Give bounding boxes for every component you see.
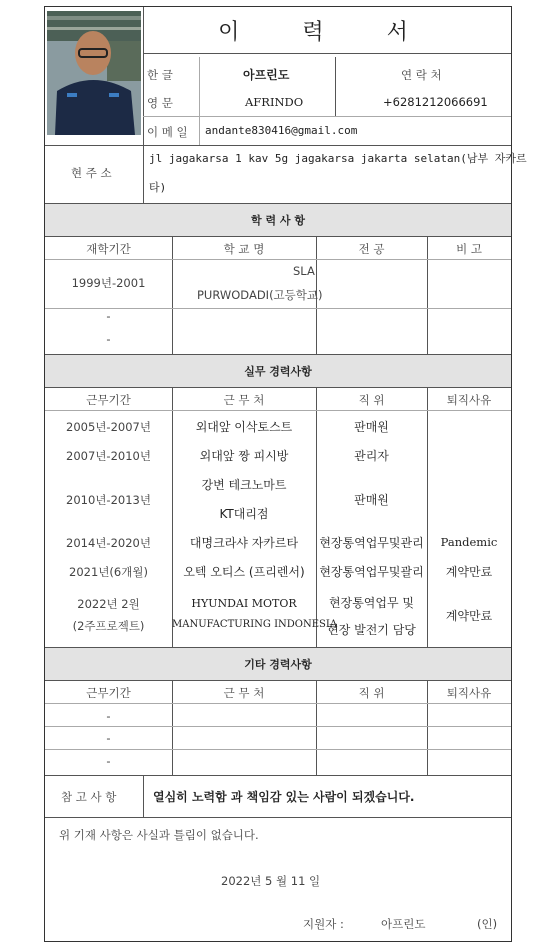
notes-label: 참 고 사 항 bbox=[61, 790, 117, 804]
edu-row-school-line2: PURWODADI(고등학교) bbox=[197, 288, 323, 302]
other-section-title: 기타 경력사항 bbox=[244, 658, 312, 671]
other-header-period: 근무기간 bbox=[86, 686, 131, 700]
exp-row-position: 관리자 bbox=[354, 449, 389, 463]
other-header-position: 직 위 bbox=[358, 686, 385, 700]
exp-row-period: 2010년-2013년 bbox=[66, 493, 151, 507]
resume-page bbox=[44, 6, 527, 942]
address-label: 현 주 소 bbox=[71, 166, 112, 180]
exp-row-place: 외대앞 이삭토스트 bbox=[195, 420, 293, 434]
edu-header-note: 비 고 bbox=[456, 242, 482, 256]
applicant-label: 지원자 : bbox=[303, 917, 344, 931]
exp-header-place: 근 무 처 bbox=[223, 393, 265, 407]
name-ko-value: 아프린도 bbox=[243, 68, 290, 82]
seal-mark: (인) bbox=[477, 917, 498, 931]
email-label: 이 메 일 bbox=[147, 125, 188, 139]
other-row-period: - bbox=[106, 731, 111, 745]
person-photo-image bbox=[47, 11, 141, 135]
exp-row-period: 2005년-2007년 bbox=[66, 420, 151, 434]
address-line-2: 타) bbox=[149, 181, 167, 194]
exp-row-period: 2014년-2020년 bbox=[66, 536, 151, 550]
exp-row-reason: 계약만료 bbox=[445, 565, 493, 579]
exp-row-place: 대명크라샤 자카르타 bbox=[189, 536, 299, 550]
exp-row-position-line1: 현장통역업무 및 bbox=[329, 596, 414, 610]
exp-row-period-line1: 2022년 2원 bbox=[77, 597, 140, 611]
exp-row-period-line2: (2주프로젝트) bbox=[72, 619, 145, 633]
exp-row-place: 오텍 오티스 (프리렌서) bbox=[183, 565, 305, 579]
edu-row-period: 1999년-2001 bbox=[71, 276, 146, 290]
contact-label: 연 락 처 bbox=[401, 68, 442, 82]
exp-row-period: 2007년-2010년 bbox=[66, 449, 151, 463]
other-row-period: - bbox=[106, 754, 111, 768]
exp-row-place: 외대앞 짱 피시방 bbox=[199, 449, 289, 463]
exp-header-period: 근무기간 bbox=[86, 393, 131, 407]
exp-row-place-line1: 강변 테크노마트 bbox=[201, 478, 287, 492]
exp-header-position: 직 위 bbox=[358, 393, 385, 407]
exp-row-place-line2: KT대리점 bbox=[219, 507, 269, 521]
edu-header-school: 학 교 명 bbox=[223, 242, 265, 256]
other-row-period: - bbox=[106, 709, 111, 723]
exp-row-place-line1: HYUNDAI MOTOR bbox=[191, 597, 297, 610]
notes-text: 열심히 노력함 과 책임감 있는 사람이 되겠습니다. bbox=[153, 790, 415, 804]
edu-header-period: 재학기간 bbox=[86, 242, 131, 256]
address-line-1: jl jagakarsa 1 kav 5g jagakarsa jakarta selatan(남부 자카르 bbox=[149, 152, 527, 165]
exp-row-position: 현장통역업무및괄리 bbox=[319, 565, 424, 579]
experience-section-title: 실무 경력사항 bbox=[244, 365, 312, 378]
exp-row-reason: 계약만료 bbox=[445, 609, 493, 623]
email-value[interactable]: andante830416@gmail.com bbox=[205, 124, 358, 137]
applicant-name: 아프린도 bbox=[381, 917, 426, 931]
edu-row-period: - bbox=[106, 332, 111, 346]
other-header-reason: 퇴직사유 bbox=[446, 686, 492, 700]
exp-row-position-line2: 현장 발전기 담당 bbox=[327, 623, 416, 637]
other-header-place: 근 무 처 bbox=[223, 686, 265, 700]
profile-photo bbox=[47, 11, 141, 135]
edu-row-school-line1: SLA bbox=[293, 264, 315, 278]
education-section-title: 학 력 사 항 bbox=[251, 214, 305, 227]
edu-header-major: 전 공 bbox=[358, 242, 385, 256]
exp-row-position: 판매원 bbox=[354, 493, 389, 507]
exp-row-place-line2: MANUFACTURING INDONESIA bbox=[172, 619, 338, 630]
exp-row-position: 판매원 bbox=[354, 420, 389, 434]
exp-row-reason: Pandemic bbox=[440, 535, 498, 549]
exp-row-period: 2021년(6개월) bbox=[69, 565, 148, 579]
name-en-label: 영 문 bbox=[147, 96, 173, 110]
declaration-statement: 위 기재 사항은 사실과 틀림이 없습니다. bbox=[59, 828, 259, 842]
exp-header-reason: 퇴직사유 bbox=[446, 393, 492, 407]
edu-row-period: - bbox=[106, 309, 111, 323]
contact-value: +6281212066691 bbox=[383, 95, 488, 109]
page-title: 이 력 서 bbox=[218, 20, 436, 45]
exp-row-position: 현장통역업무및관리 bbox=[319, 536, 424, 550]
declaration-date: 2022년 5 월 11 일 bbox=[221, 874, 321, 888]
name-ko-label: 한 글 bbox=[147, 68, 173, 82]
name-en-value: AFRINDO bbox=[245, 95, 304, 109]
